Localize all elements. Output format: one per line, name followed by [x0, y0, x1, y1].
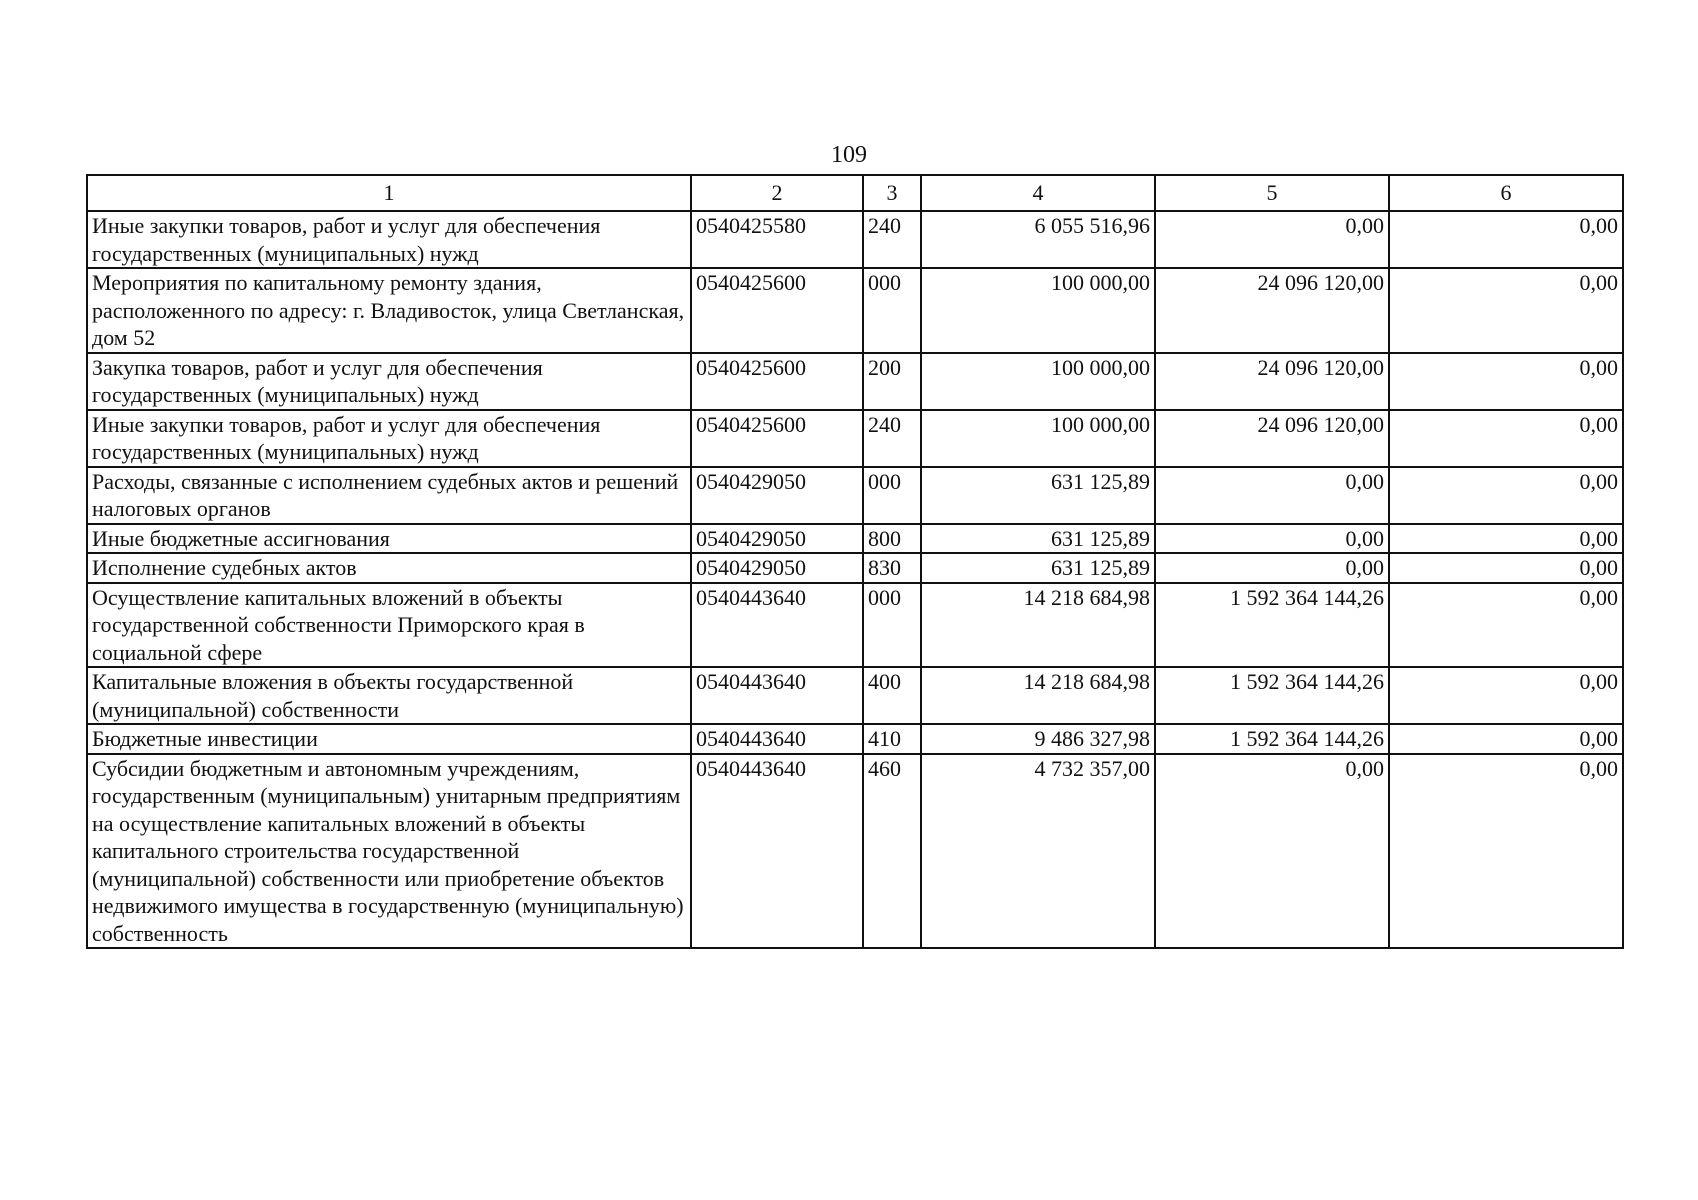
row-amount-col6-cell: 0,00	[1389, 353, 1623, 410]
row-name-cell: Субсидии бюджетным и автономным учреждениям, государственным (муниципальным) унитарным предприятиям на осуществление капитальных вложений в объекты капитального строительства государственной (муниципальной) собственности или приобретение объектов недвижимого имущества в государственную (муниципальную) собственность	[87, 754, 691, 949]
column-header-6: 6	[1389, 175, 1623, 211]
row-amount-col4-cell: 631 125,89	[921, 553, 1155, 583]
row-name-cell: Расходы, связанные с исполнением судебных актов и решений налоговых органов	[87, 467, 691, 524]
row-code-cell: 0540425600	[691, 353, 863, 410]
row-name-cell: Исполнение судебных актов	[87, 553, 691, 583]
budget-table	[86, 174, 1624, 949]
row-amount-col6-cell: 0,00	[1389, 667, 1623, 724]
row-code-cell: 0540425600	[691, 410, 863, 467]
row-code-cell: 0540443640	[691, 724, 863, 754]
row-amount-col6-cell: 0,00	[1389, 467, 1623, 524]
table-row	[87, 211, 1623, 268]
header-row	[87, 175, 1623, 211]
table-body	[87, 211, 1623, 948]
row-amount-col5-cell: 24 096 120,00	[1155, 410, 1389, 467]
row-amount-col4-cell: 631 125,89	[921, 524, 1155, 554]
row-name-cell: Иные закупки товаров, работ и услуг для обеспечения государственных (муниципальных) нужд	[87, 410, 691, 467]
table-header	[87, 175, 1623, 211]
row-amount-col5-cell: 0,00	[1155, 553, 1389, 583]
table-row	[87, 467, 1623, 524]
table-row	[87, 353, 1623, 410]
row-amount-col6-cell: 0,00	[1389, 583, 1623, 668]
row-code-cell: 0540429050	[691, 524, 863, 554]
row-name-cell: Иные закупки товаров, работ и услуг для обеспечения государственных (муниципальных) нужд	[87, 211, 691, 268]
row-code-cell: 0540429050	[691, 467, 863, 524]
row-amount-col6-cell: 0,00	[1389, 724, 1623, 754]
row-name-cell: Капитальные вложения в объекты государственной (муниципальной) собственности	[87, 667, 691, 724]
row-amount-col4-cell: 14 218 684,98	[921, 667, 1155, 724]
row-type-cell: 200	[863, 353, 921, 410]
row-amount-col6-cell: 0,00	[1389, 410, 1623, 467]
column-header-3: 3	[863, 175, 921, 211]
row-amount-col5-cell: 0,00	[1155, 211, 1389, 268]
row-amount-col4-cell: 100 000,00	[921, 410, 1155, 467]
row-amount-col4-cell: 9 486 327,98	[921, 724, 1155, 754]
row-name-cell: Мероприятия по капитальному ремонту здания, расположенного по адресу: г. Владивосток, улица Светланская, дом 52	[87, 268, 691, 353]
table-row	[87, 667, 1623, 724]
row-amount-col5-cell: 1 592 364 144,26	[1155, 583, 1389, 668]
column-header-5: 5	[1155, 175, 1389, 211]
row-amount-col5-cell: 1 592 364 144,26	[1155, 724, 1389, 754]
row-type-cell: 000	[863, 467, 921, 524]
row-code-cell: 0540429050	[691, 553, 863, 583]
row-name-cell: Бюджетные инвестиции	[87, 724, 691, 754]
row-amount-col6-cell: 0,00	[1389, 268, 1623, 353]
row-amount-col4-cell: 100 000,00	[921, 268, 1155, 353]
row-amount-col6-cell: 0,00	[1389, 524, 1623, 554]
row-amount-col5-cell: 1 592 364 144,26	[1155, 667, 1389, 724]
row-code-cell: 0540443640	[691, 667, 863, 724]
row-name-cell: Осуществление капитальных вложений в объекты государственной собственности Приморского края в социальной сфере	[87, 583, 691, 668]
row-amount-col4-cell: 14 218 684,98	[921, 583, 1155, 668]
row-type-cell: 800	[863, 524, 921, 554]
table-row	[87, 583, 1623, 668]
row-amount-col6-cell: 0,00	[1389, 754, 1623, 949]
row-amount-col6-cell: 0,00	[1389, 553, 1623, 583]
row-amount-col5-cell: 0,00	[1155, 754, 1389, 949]
row-type-cell: 240	[863, 410, 921, 467]
row-code-cell: 0540443640	[691, 583, 863, 668]
table-row	[87, 410, 1623, 467]
row-amount-col5-cell: 0,00	[1155, 467, 1389, 524]
column-header-4: 4	[921, 175, 1155, 211]
table-row	[87, 268, 1623, 353]
column-header-1: 1	[87, 175, 691, 211]
row-type-cell: 240	[863, 211, 921, 268]
row-amount-col4-cell: 4 732 357,00	[921, 754, 1155, 949]
row-type-cell: 000	[863, 268, 921, 353]
row-type-cell: 410	[863, 724, 921, 754]
row-type-cell: 000	[863, 583, 921, 668]
row-amount-col6-cell: 0,00	[1389, 211, 1623, 268]
row-type-cell: 830	[863, 553, 921, 583]
row-amount-col5-cell: 24 096 120,00	[1155, 268, 1389, 353]
row-code-cell: 0540425580	[691, 211, 863, 268]
row-amount-col5-cell: 24 096 120,00	[1155, 353, 1389, 410]
table-row	[87, 724, 1623, 754]
row-amount-col4-cell: 100 000,00	[921, 353, 1155, 410]
row-type-cell: 460	[863, 754, 921, 949]
row-amount-col4-cell: 6 055 516,96	[921, 211, 1155, 268]
table-row	[87, 524, 1623, 554]
row-code-cell: 0540443640	[691, 754, 863, 949]
page-number: 109	[831, 142, 867, 168]
row-amount-col5-cell: 0,00	[1155, 524, 1389, 554]
table-row	[87, 754, 1623, 949]
row-code-cell: 0540425600	[691, 268, 863, 353]
table-row	[87, 553, 1623, 583]
column-header-2: 2	[691, 175, 863, 211]
row-type-cell: 400	[863, 667, 921, 724]
row-amount-col4-cell: 631 125,89	[921, 467, 1155, 524]
row-name-cell: Закупка товаров, работ и услуг для обеспечения государственных (муниципальных) нужд	[87, 353, 691, 410]
row-name-cell: Иные бюджетные ассигнования	[87, 524, 691, 554]
